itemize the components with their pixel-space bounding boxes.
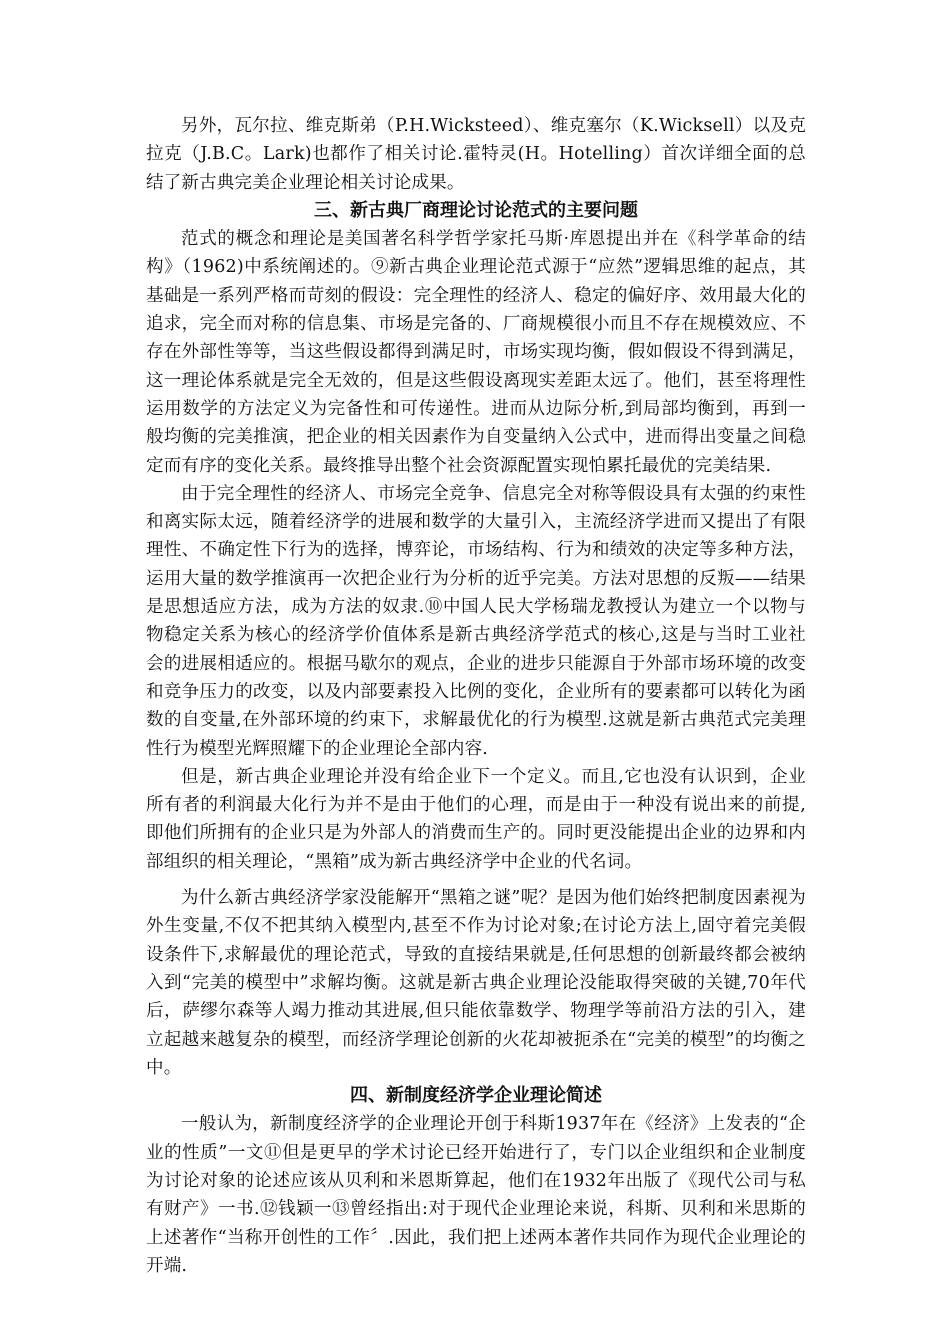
section-3-paragraph-4: 为什么新古典经济学家没能解开“黑箱之谜”呢？是因为他们始终把制度因素视为外生变量,不仅不把其纳入模型内,甚至不作为讨论对象;在讨论方法上,固守着完美假设条件下,求解最优的理论范式，导致的直接结果就是,任何思想的创新最终都会被纳入到“完美的模型中”求解均衡。这就是新古典企业理论没能取得突破的关键,70年代后，萨缪尔森等人竭力推动其进展,但只能依靠数学、物理学等前沿方法的引入，建立起越来越复杂的模型，而经济学理论创新的火花却被扼杀在“完美的模型”的均衡之中。 (146, 888, 806, 1078)
section-3-paragraph-2: 由于完全理性的经济人、市场完全竞争、信息完全对称等假设具有太强的约束性和离实际太远，随着经济学的进展和数学的大量引入，主流经济学进而又提出了有限理性、不确定性下行为的选择，博弈论，市场结构、行为和绩效的决定等多种方法，运用大量的数学推演再一次把企业行为分析的近乎完美。方法对思想的反叛——结果是思想适应方法，成为方法的奴隶.⑩中国人民大学杨瑞龙教授认为建立一个以物与物稳定关系为核心的经济学价值体系是新古典经济学范式的核心,这是与当时工业社会的进展相适应的。根据马歇尔的观点，企业的进步只能源自于外部市场环境的改变和竞争压力的改变，以及内部要素投入比例的变化，企业所有的要素都可以转化为函数的自变量,在外部环境的约束下，求解最优化的行为模型.这就是新古典范式完美理性行为模型光辉照耀下的企业理论全部内容. (146, 483, 806, 759)
section-3-paragraph-1: 范式的概念和理论是美国著名科学哲学家托马斯·库恩提出并在《科学革命的结构》（1962)中系统阐述的。⑨新古典企业理论范式源于“应然”逻辑思维的起点，其基础是一系列严格而苛刻的假设：完全理性的经济人、稳定的偏好序、效用最大化的追求，完全而对称的信息集、市场是完备的、厂商规模很小而且不存在规模效应、不存在外部性等等，当这些假设都得到满足时，市场实现均衡，假如假设不得到满足，这一理论体系就是完全无效的，但是这些假设离现实差距太远了。他们，甚至将理性运用数学的方法定义为完备性和可传递性。进而从边际分析,到局部均衡到，再到一般均衡的完美推演，把企业的相关因素作为自变量纳入公式中，进而得出变量之间稳定而有序的变化关系。最终推导出整个社会资源配置实现怕累托最优的完美结果. (146, 229, 806, 476)
section-4-paragraph-1: 一般认为，新制度经济学的企业理论开创于科斯1937年在《经济》上发表的“企业的性质”一文⑪但是更早的学术讨论已经开始进行了，专门以企业组织和企业制度为讨论对象的论述应该从贝利和米恩斯算起，他们在1932年出版了《现代公司与私有财产》一书.⑫钱颖一⑬曾经指出:对于现代企业理论来说，科斯、贝利和米思斯的上述著作“当称开创性的工作〞.因此，我们把上述两本著作共同作为现代企业理论的开端. (146, 1114, 806, 1276)
section-4-heading: 四、新制度经济学企业理论简述 (350, 1085, 602, 1107)
section-3-paragraph-3: 但是，新古典企业理论并没有给企业下一个定义。而且,它也没有认识到，企业所有者的利润最大化行为并不是由于他们的心理，而是由于一种没有说出来的前提,即他们所拥有的企业只是为外部人的消费而生产的。同时更没能提出企业的边界和内部组织的相关理论，“黑箱”成为新古典经济学中企业的代名词。 (146, 766, 806, 872)
paragraph-spacer (146, 876, 806, 884)
intro-paragraph: 另外，瓦尔拉、维克斯弟（P.H.Wicksteed）、维克塞尔（K.Wicksell）以及克拉克（J.B.C。Lark)也都作了相关讨论.霍特灵(H。Hotelling）首次详细全面的总结了新古典完美企业理论相关讨论成果。 (146, 116, 806, 193)
section-3-heading: 三、新古典厂商理论讨论范式的主要问题 (314, 199, 638, 221)
